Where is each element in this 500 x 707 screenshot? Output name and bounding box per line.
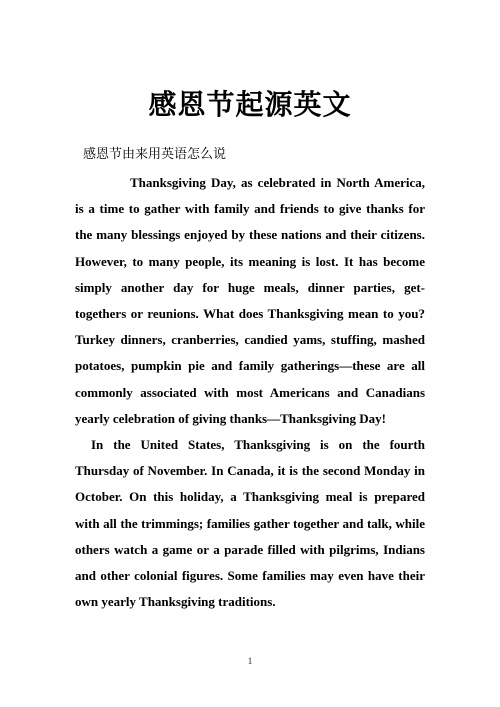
- document-subtitle: 感恩节由来用英语怎么说: [83, 146, 227, 161]
- document-body: [75, 170, 425, 615]
- body-paragraph-2: In the United States, Thanksgiving is on the fourth Thursday of November. In Canada, it is the second Monday in October. On this holiday, a Thanksgiving meal is prepared with all the trimmings; families gather together and talk, while others watch a game or a parade filled with pilgrims, Indians and other colonial figures. Some families may even have their own yearly Thanksgiving traditions.: [75, 437, 425, 610]
- document-title: 感恩节起源英文: [148, 90, 352, 121]
- body-paragraph-1: Thanksgiving Day, as celebrated in North America, is a time to gather with family and friends to give thanks for the many blessings enjoyed by these nations and their citizens. However, to many people, its meaning is lost. It has become simply another day for huge meals, dinner parties, get-togethers or reunions. What does Thanksgiving mean to you?Turkey dinners, cranberries, candied yams, stuffing, mashed potatoes, pumpkin pie and family gatherings—these are all commonly associated with most Americans and Canadians yearly celebration of giving thanks—Thanksgiving Day!: [75, 175, 425, 426]
- page-number: 1: [247, 656, 253, 666]
